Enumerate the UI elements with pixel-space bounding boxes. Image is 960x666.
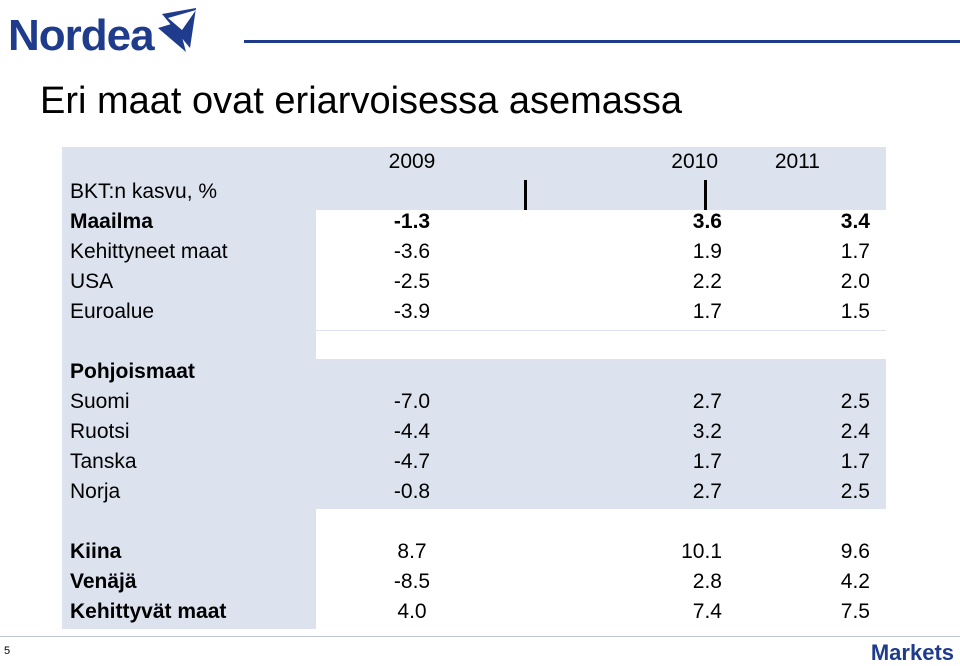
value-2010: 3.2 <box>692 420 722 443</box>
value-2011: 2.5 <box>840 390 870 413</box>
table-row <box>62 207 886 237</box>
value-2011: 2.5 <box>840 480 870 503</box>
year-2011: 2011 <box>774 150 820 173</box>
value-2011: 2.0 <box>840 270 870 293</box>
table-row <box>62 237 886 267</box>
footer-rule <box>0 636 960 637</box>
row-label: Euroalue <box>70 300 155 323</box>
value-2010: 1.9 <box>692 240 722 263</box>
table-row <box>62 267 886 297</box>
row-label: Venäjä <box>70 570 137 593</box>
row-label: Kehittyneet maat <box>70 240 228 263</box>
gdp-growth-table <box>62 147 886 629</box>
value-2010: 10.1 <box>681 540 722 563</box>
logo-wordmark: Nordea <box>8 11 154 60</box>
value-2009: 4.0 <box>397 600 427 623</box>
header-rule <box>244 40 960 43</box>
value-2010: 2.7 <box>692 390 722 413</box>
value-2009: -7.0 <box>393 390 431 413</box>
page-number: 5 <box>4 645 11 657</box>
row-label: Maailma <box>70 210 153 233</box>
markets-logo: Markets <box>870 640 954 665</box>
row-label: USA <box>70 270 114 293</box>
value-2011: 1.7 <box>840 450 870 473</box>
table-row <box>62 387 886 417</box>
year-2010: 2010 <box>671 150 718 173</box>
value-2010: 7.4 <box>692 600 722 623</box>
caption-row <box>62 177 886 207</box>
table-caption: BKT:n kasvu, % <box>70 180 218 203</box>
value-2009: 8.7 <box>397 540 427 563</box>
value-2010: 2.7 <box>692 480 722 503</box>
table-row <box>62 297 886 327</box>
value-2011: 1.5 <box>840 300 870 323</box>
table-row <box>62 417 886 447</box>
value-2010: 1.7 <box>692 450 722 473</box>
value-2009: -1.3 <box>393 210 431 233</box>
value-2011: 9.6 <box>840 540 870 563</box>
value-2011: 7.5 <box>840 600 870 623</box>
value-2009: -8.5 <box>393 570 431 593</box>
row-label: Tanska <box>70 450 137 473</box>
year-header-row <box>62 147 886 177</box>
row-label: Ruotsi <box>70 420 130 443</box>
value-2010: 3.6 <box>692 210 722 233</box>
table-row <box>62 537 886 567</box>
section-label: Pohjoismaat <box>70 360 195 383</box>
row-label: Kehittyvät maat <box>70 600 227 623</box>
value-2011: 2.4 <box>840 420 870 443</box>
value-2009: -2.5 <box>393 270 431 293</box>
value-2010: 1.7 <box>692 300 722 323</box>
row-label: Suomi <box>70 390 130 413</box>
table-band <box>316 509 886 539</box>
value-2011: 3.4 <box>840 210 870 233</box>
value-2010: 2.8 <box>692 570 722 593</box>
section-row <box>62 357 886 387</box>
slide-title: Eri maat ovat eriarvoisessa asemassa <box>40 80 683 122</box>
row-label: Kiina <box>70 540 122 563</box>
sail-icon <box>156 8 202 58</box>
table-row <box>62 477 886 507</box>
value-2010: 2.2 <box>692 270 722 293</box>
row-label: Norja <box>70 480 121 503</box>
year-2009: 2009 <box>388 150 436 173</box>
table-row <box>62 567 886 597</box>
value-2011: 4.2 <box>840 570 870 593</box>
table-band <box>316 331 886 359</box>
value-2009: -0.8 <box>393 480 431 503</box>
table-row <box>62 447 886 477</box>
value-2011: 1.7 <box>840 240 870 263</box>
value-2009: -3.6 <box>393 240 431 263</box>
value-2009: -4.4 <box>393 420 431 443</box>
value-2009: -4.7 <box>393 450 431 473</box>
table-row <box>62 597 886 627</box>
nordea-logo <box>8 2 202 58</box>
value-2009: -3.9 <box>393 300 431 323</box>
